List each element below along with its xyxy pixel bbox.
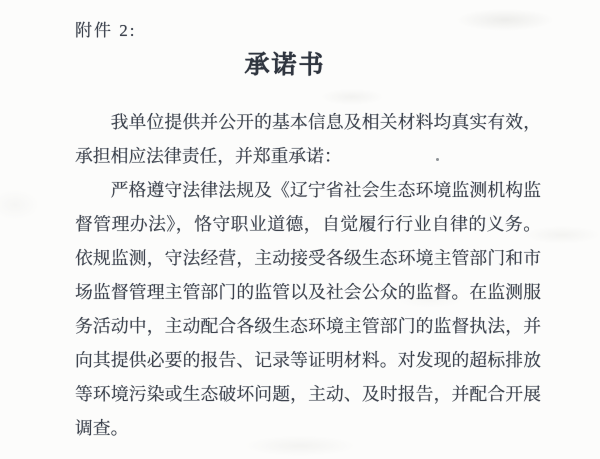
page-title: 承诺书 bbox=[244, 52, 326, 79]
attachment-label: 附件 2: bbox=[75, 21, 137, 40]
paragraph-commitment-intro: 我单位提供并公开的基本信息及相关材料均真实有效，承担相应法律责任，并郑重承诺： bbox=[75, 112, 541, 166]
scan-ink-speck bbox=[436, 158, 439, 161]
document-body bbox=[75, 105, 541, 445]
paragraph-commitment-terms: 严格遵守法律法规及《辽宁省社会生态环境监测机构监督管理办法》，恪守职业道德，自觉履行行业自律的义务。依规监测，守法经营，主动接受各级生态环境主管部门和市场监督管理主管部门的监管以及社会公众的监督。在监测服务活动中，主动配合各级生态环境主管部门的监督执法，并向其提供必要的报告、记录等证明材料。对发现的超标排放等环境污染或生态破坏问题，主动、及时报告，并配合开展调查。 bbox=[75, 180, 541, 438]
